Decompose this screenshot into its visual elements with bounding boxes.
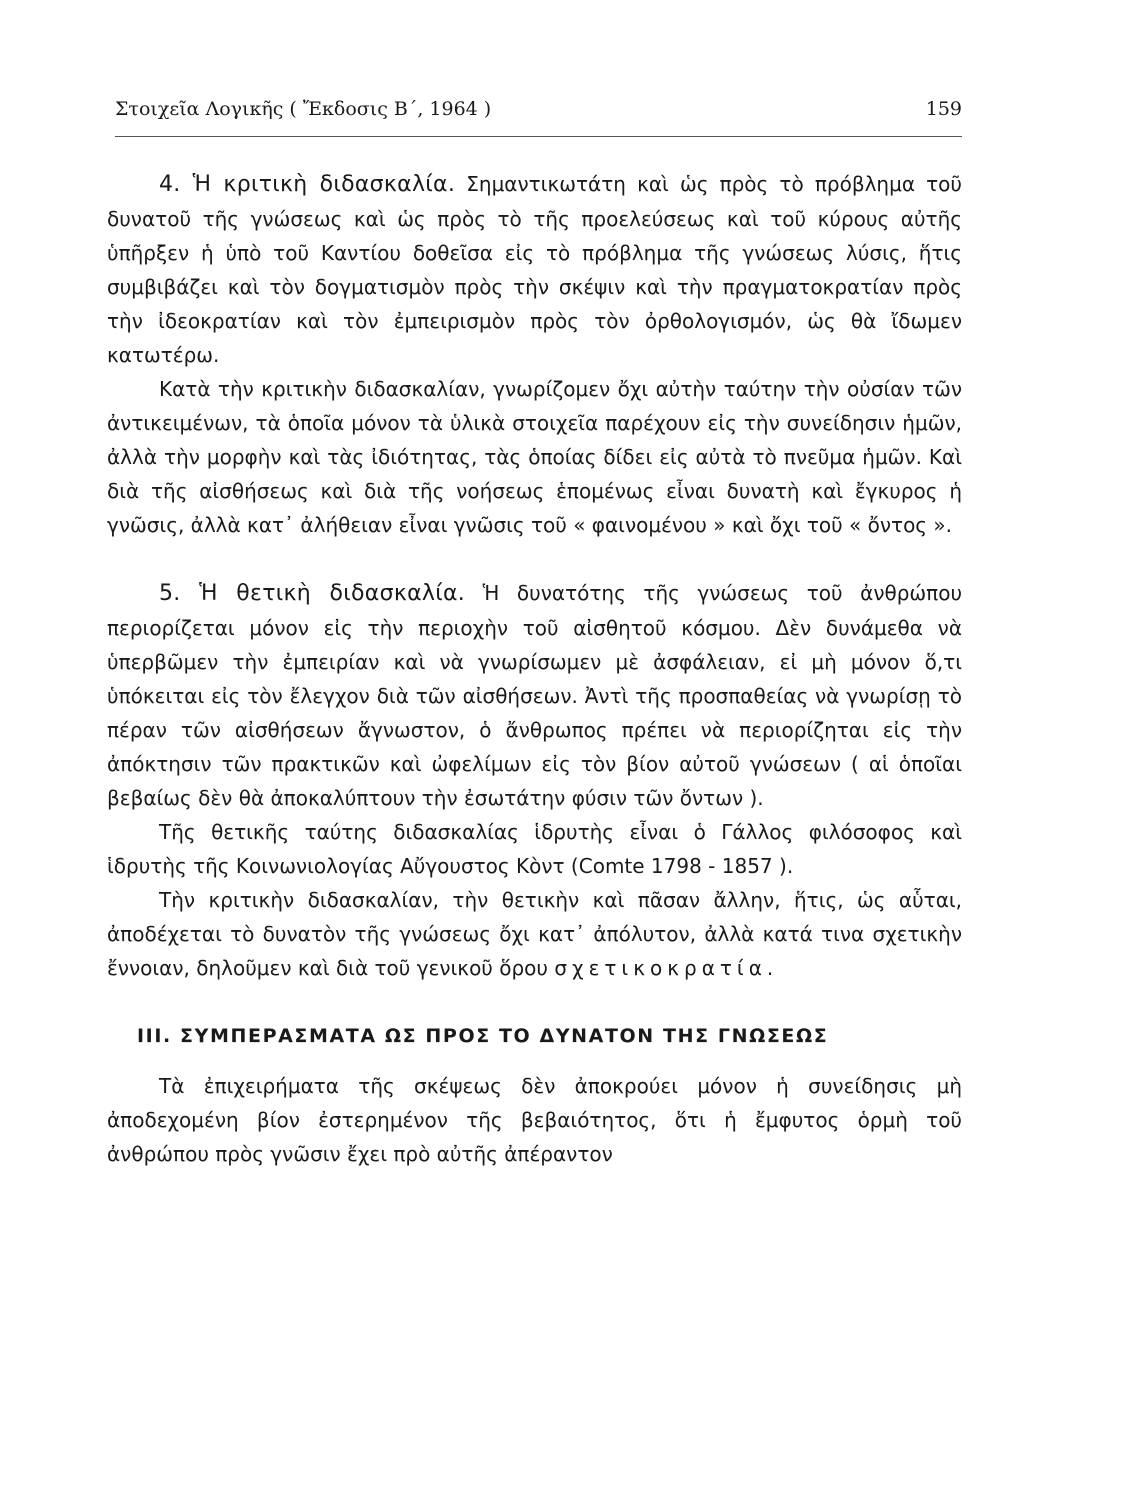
conclusions-text-1: Τὰ ἐπιχειρήματα τῆς σκέψεως δὲν ἀποκρούει μόνον ἡ συνείδησις μὴ ἀποδεχομένη βίον ἐστερημένον τῆς βεβαιότητος, ὅτι ἡ ἔμφυτος ὁρμὴ τοῦ ἀνθρώπου πρὸς γνῶσιν ἔχει πρὸ αὐτῆς ἀπέραντον — [107, 1074, 962, 1166]
positive-heading: 5. Ἡ θετικὴ διδασκαλία. — [159, 581, 466, 606]
running-head — [115, 98, 962, 137]
positive-text-2: Τῆς θετικῆς ταύτης διδασκαλίας ἱδρυτὴς εἶναι ὁ Γάλλος φιλόσοφος καὶ ἱδρυτὴς τῆς Κοινωνιολογίας Αὔγουστος Κὸντ (Comte 1798 - 1857 ). — [107, 820, 962, 878]
section-title-conclusions: ΙΙΙ. ΣΥΜΠΕΡΑΣΜΑΤΑ ΩΣ ΠΡΟΣ ΤΟ ΔΥΝΑΤΟΝ ΤΗΣ ΓΝΩΣΕΩΣ — [137, 1025, 829, 1047]
conclusions-paragraph-1 — [107, 1069, 962, 1171]
running-title: Στοιχεῖα Λογικῆς ( Ἔκδοσις Β΄, 1964 ) — [115, 98, 492, 120]
critical-text-1: Σημαντικωτάτη καὶ ὡς πρὸς τὸ πρόβλημα τοῦ δυνατοῦ τῆς γνώσεως καὶ ὡς πρὸς τὸ τῆς προελεύσεως καὶ τοῦ κύρους αὐτῆς ὑπῆρξεν ἡ ὑπὸ τοῦ Καντίου δοθεῖσα εἰς τὸ πρόβλημα τῆς γνώσεως λύσις, ἥτις συμβιβάζει καὶ τὸν δογματισμὸν πρὸς τὴν σκέψιν καὶ τὴν πραγματοκρατίαν πρὸς τὴν ἰδεοκρατίαν καὶ τὸν ἐμπειρισμὸν πρὸς τὸν ὀρθολογισμόν, ὡς θὰ ἴδωμεν κατωτέρω. — [107, 172, 962, 367]
positive-paragraph-2 — [107, 815, 962, 883]
critical-paragraph-2 — [107, 372, 962, 542]
positive-paragraph-1 — [107, 576, 962, 815]
positive-text-3-end: . — [766, 956, 774, 980]
page-number: 159 — [925, 98, 962, 120]
positive-text-3: Τὴν κριτικὴν διδασκαλίαν, τὴν θετικὴν καὶ πᾶσαν ἄλλην, ἥτις, ὡς αὗται, ἀποδέχεται τὸ δυνατὸν τῆς γνώσεως ὄχι κατ᾽ ἀπόλυτον, ἀλλὰ κατά τινα σχετικὴν ἔννοιαν, δηλοῦμεν καὶ διὰ τοῦ γενικοῦ ὅρου — [107, 888, 962, 980]
critical-paragraph-1 — [107, 167, 962, 372]
critical-heading: 4. Ἡ κριτικὴ διδασκαλία. — [159, 172, 456, 197]
page-body — [107, 167, 962, 1171]
positive-text-1: Ἡ δυνατότης τῆς γνώσεως τοῦ ἀνθρώπου περιορίζεται μόνον εἰς τὴν περιοχὴν τοῦ αἰσθητοῦ κόσμου. Δὲν δυνάμεθα νὰ ὑπερβῶμεν τὴν ἐμπειρίαν καὶ νὰ γνωρίσωμεν μὲ ἀσφάλειαν, εἰ μὴ μόνον ὅ,τι ὑπόκειται εἰς τὸν ἔλεγχον διὰ τῶν αἰσθήσεων. Ἀντὶ τῆς προσπαθείας νὰ γνωρίσῃ τὸ πέραν τῶν αἰσθήσεων ἄγνωστον, ὁ ἄνθρωπος πρέπει νὰ περιορίζηται εἰς τὴν ἀπόκτησιν τῶν πρακτικῶν καὶ ὠφελίμων εἰς τὸν βίον αὐτοῦ γνώσεων ( αἱ ὁποῖαι βεβαίως δὲν θὰ ἀποκαλύπτουν τὴν ἐσωτάτην φύσιν τῶν ὄντων ). — [107, 581, 963, 810]
relativism-term: σχετικοκρατία — [554, 956, 767, 980]
critical-text-2: Κατὰ τὴν κριτικὴν διδασκαλίαν, γνωρίζομεν ὄχι αὐτὴν ταύτην τὴν οὐσίαν τῶν ἀντικειμένων, τὰ ὁποῖα μόνον τὰ ὑλικὰ στοιχεῖα παρέχουν εἰς τὴν συνείδησιν ἡμῶν, ἀλλὰ τὴν μορφὴν καὶ τὰς ἰδιότητας, τὰς ὁποίας δίδει εἰς αὐτὰ τὸ πνεῦμα ἡμῶν. Καὶ διὰ τῆς αἰσθήσεως καὶ διὰ τῆς νοήσεως ἑπομένως εἶναι δυνατὴ καὶ ἔγκυρος ἡ γνῶσις, ἀλλὰ κατ᾽ ἀλήθειαν εἶναι γνῶσις τοῦ « φαινομένου » καὶ ὄχι τοῦ « ὄντος ». — [107, 377, 962, 537]
positive-paragraph-3 — [107, 883, 962, 985]
